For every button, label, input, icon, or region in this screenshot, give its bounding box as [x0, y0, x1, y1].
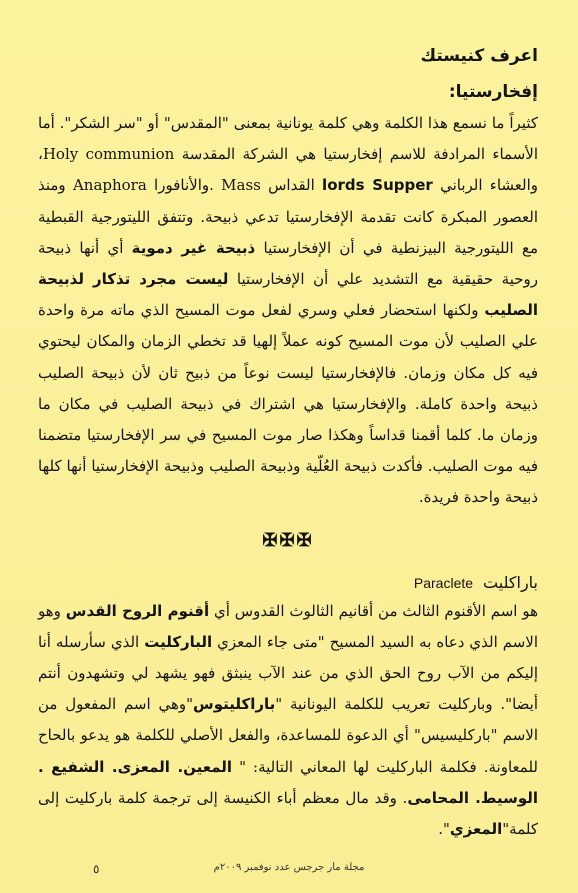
- section-title: اعرف كنيستك: [420, 46, 538, 66]
- paraclete-title-arabic: باراكليت: [483, 572, 538, 592]
- article: [38, 40, 538, 845]
- divider-crosses: ✠✠✠: [262, 529, 314, 551]
- body-text: ".: [438, 820, 450, 839]
- body-text: وهو الاسم الذي دعاه به السيد المسيح "متى جاء المعزي: [38, 601, 539, 651]
- page-footer: [0, 860, 578, 880]
- eucharist-paragraph: [38, 108, 538, 514]
- emphasis-text: الباركليت: [144, 632, 213, 651]
- emphasis-text: lords Supper: [322, 176, 433, 195]
- paraclete-paragraph: [38, 596, 538, 846]
- body-text: ولكنها استحضار فعلي وسري لفعل موت المسيح الذي ماته مرة واحدة علي الصليب لأن موت المسيح كونه عملاً إلهيا قد تخطي الزمان والمكان ليحتوي فيه كل مكان وزمان. فالإفخارستيا ليست نوعاً من ذبيح ثان لأن ذبيحة الصليب ذبيحة واحدة كاملة. والإفخارستيا هي اشتراك في ذبيحة الصليب في مكان ما وزمان ما. كلما أقمنا قداساً وهكذا صار موت المسيح في سر الإفخارستيا متضمنا فيه موت الصليب. فأكدت ذبيحة العُلّية وذبيحة الصليب وذبيحة الإفخارستيا أنها كلها ذبيحة واحدة فريدة.: [38, 301, 538, 507]
- body-text: كثيراً ما نسمع هذا الكلمة وهي كلمة يونانية بمعنى "المقدس" أو "سر الشكر". أما الأسماء المرادفة للاسم إفخارستيا هي الشركة المقدسة Holy communion، والعشاء الرباني: [38, 114, 539, 195]
- emphasis-text: المعين. المعزى. الشفيع . الوسيط. المحامى: [38, 757, 538, 807]
- emphasis-text: المعزي: [449, 820, 503, 839]
- publication-line: مجلة مار جرجس عدد نوفمبر ٢٠٠٩م: [213, 862, 365, 873]
- paraclete-title-english: Paraclete: [413, 574, 474, 591]
- emphasis-text: باراكليتوس: [193, 695, 276, 714]
- emphasis-text: ليست مجرد تذكار لذبيحة الصليب: [38, 270, 538, 320]
- page-number: ٥: [93, 862, 100, 876]
- body-text: الذي سأرسله أنا إليكم من الآب روح الحق الذي من عند الآب ينبثق فهو يشهد لي وتشهدون أنتم أيضا". وباركليت تعريب للكلمة اليونانية ": [38, 632, 538, 714]
- paraclete-title: [38, 573, 538, 592]
- emphasis-text: ذبيحة غير دموية: [131, 238, 256, 257]
- body-text: . وقد مال معظم أباء الكنيسة إلى ترجمة كلمة باركليت إلى كلمة": [38, 788, 538, 839]
- body-text: هو اسم الأقنوم الثالث من أقانيم الثالوث القدوس أي: [209, 601, 538, 620]
- body-text: "وهي اسم المفعول من الاسم "باركليسيس" أي الدعوة للمساعدة، والفعل الأصلي للكلمة هو يدعو بالحاح للمعاونة. فكلمة الباركليت لها المعاني التالية: ": [38, 695, 538, 776]
- emphasis-text: أقنوم الروح القدس: [65, 601, 210, 620]
- body-text: القداس Mass .والأنافورا Anaphora ومنذ العصور المبكرة كانت تقدمة الإفخارستيا تدعي ذبيحة. وتتفق الليتورجية القبطية مع الليتورجية البيزنطية في أن الإفخارستيا: [38, 176, 538, 257]
- section-subtitle: إفخارستيا:: [448, 82, 538, 102]
- body-text: أي أنها ذبيحة روحية حقيقية مع التشديد علي أن الإفخارستيا: [38, 238, 538, 289]
